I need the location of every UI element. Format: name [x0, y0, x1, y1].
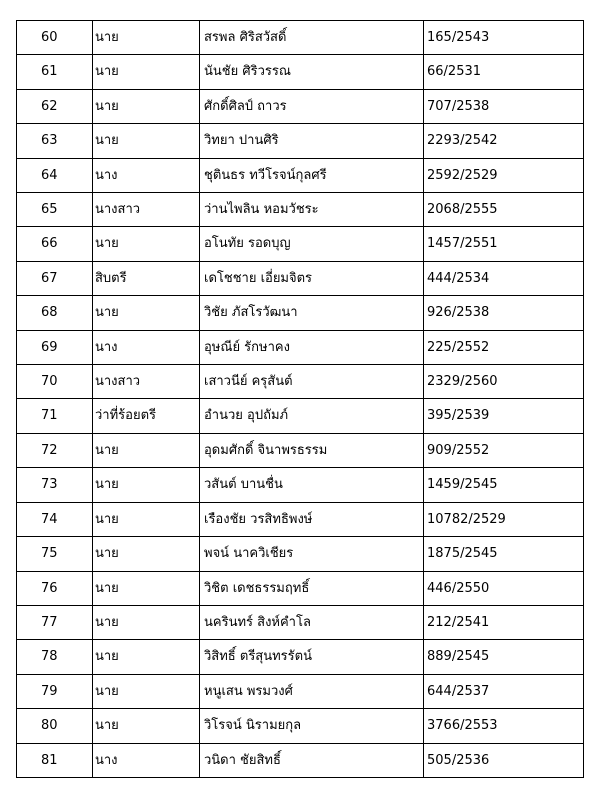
- license-number-cell: 444/2534: [424, 261, 584, 295]
- full-name-cell: นันชัย ศิริวรรณ: [200, 55, 424, 89]
- row-number-cell: 61: [17, 55, 93, 89]
- title-prefix-cell: นาย: [93, 296, 200, 330]
- table-row: [17, 55, 584, 89]
- license-number-cell: 212/2541: [424, 605, 584, 639]
- row-number-cell: 64: [17, 158, 93, 192]
- table-row: [17, 21, 584, 55]
- license-number-cell: 2329/2560: [424, 365, 584, 399]
- full-name-cell: เดโชชาย เอี่ยมจิตร: [200, 261, 424, 295]
- roster-table: [16, 20, 584, 778]
- table-row: [17, 571, 584, 605]
- license-number-cell: 707/2538: [424, 89, 584, 123]
- row-number-cell: 60: [17, 21, 93, 55]
- document-page: [16, 20, 583, 778]
- title-prefix-cell: นาย: [93, 640, 200, 674]
- row-number-cell: 65: [17, 193, 93, 227]
- title-prefix-cell: นาย: [93, 55, 200, 89]
- roster-table-body: [17, 21, 584, 778]
- full-name-cell: วิสิทธิ์ ตรีสุนทรรัตน์: [200, 640, 424, 674]
- full-name-cell: วิชัย ภัสโรวัฒนา: [200, 296, 424, 330]
- row-number-cell: 62: [17, 89, 93, 123]
- table-row: [17, 193, 584, 227]
- table-row: [17, 227, 584, 261]
- license-number-cell: 1459/2545: [424, 468, 584, 502]
- row-number-cell: 75: [17, 537, 93, 571]
- table-row: [17, 468, 584, 502]
- license-number-cell: 2068/2555: [424, 193, 584, 227]
- full-name-cell: หนูเสน พรมวงศ์: [200, 674, 424, 708]
- row-number-cell: 79: [17, 674, 93, 708]
- full-name-cell: ว่านไพลิน หอมวัชระ: [200, 193, 424, 227]
- title-prefix-cell: นาง: [93, 743, 200, 777]
- table-row: [17, 709, 584, 743]
- row-number-cell: 76: [17, 571, 93, 605]
- title-prefix-cell: นาย: [93, 468, 200, 502]
- license-number-cell: 446/2550: [424, 571, 584, 605]
- title-prefix-cell: นาย: [93, 502, 200, 536]
- full-name-cell: อโนทัย รอดบุญ: [200, 227, 424, 261]
- row-number-cell: 67: [17, 261, 93, 295]
- table-row: [17, 399, 584, 433]
- license-number-cell: 66/2531: [424, 55, 584, 89]
- title-prefix-cell: นาย: [93, 433, 200, 467]
- table-row: [17, 640, 584, 674]
- full-name-cell: อำนวย อุปถัมภ์: [200, 399, 424, 433]
- row-number-cell: 63: [17, 124, 93, 158]
- full-name-cell: นครินทร์ สิงห์คำโล: [200, 605, 424, 639]
- title-prefix-cell: นางสาว: [93, 193, 200, 227]
- title-prefix-cell: นาย: [93, 89, 200, 123]
- table-row: [17, 124, 584, 158]
- title-prefix-cell: นาย: [93, 709, 200, 743]
- full-name-cell: วิโรจน์ นิรามยกุล: [200, 709, 424, 743]
- license-number-cell: 3766/2553: [424, 709, 584, 743]
- full-name-cell: เสาวนีย์ ครุสันต์: [200, 365, 424, 399]
- full-name-cell: วิทยา ปานศิริ: [200, 124, 424, 158]
- table-row: [17, 605, 584, 639]
- row-number-cell: 71: [17, 399, 93, 433]
- table-row: [17, 433, 584, 467]
- full-name-cell: อุษณีย์ รักษาคง: [200, 330, 424, 364]
- license-number-cell: 10782/2529: [424, 502, 584, 536]
- license-number-cell: 1875/2545: [424, 537, 584, 571]
- title-prefix-cell: นาย: [93, 571, 200, 605]
- full-name-cell: วสันต์ บานชื่น: [200, 468, 424, 502]
- row-number-cell: 77: [17, 605, 93, 639]
- table-row: [17, 674, 584, 708]
- table-row: [17, 261, 584, 295]
- full-name-cell: สรพล ศิริสวัสดิ์: [200, 21, 424, 55]
- full-name-cell: อุดมศักดิ์ จินาพรธรรม: [200, 433, 424, 467]
- title-prefix-cell: สิบตรี: [93, 261, 200, 295]
- row-number-cell: 80: [17, 709, 93, 743]
- row-number-cell: 66: [17, 227, 93, 261]
- row-number-cell: 81: [17, 743, 93, 777]
- row-number-cell: 74: [17, 502, 93, 536]
- title-prefix-cell: นาย: [93, 537, 200, 571]
- row-number-cell: 72: [17, 433, 93, 467]
- row-number-cell: 69: [17, 330, 93, 364]
- table-row: [17, 89, 584, 123]
- table-row: [17, 502, 584, 536]
- title-prefix-cell: นาง: [93, 330, 200, 364]
- license-number-cell: 165/2543: [424, 21, 584, 55]
- license-number-cell: 644/2537: [424, 674, 584, 708]
- license-number-cell: 926/2538: [424, 296, 584, 330]
- license-number-cell: 225/2552: [424, 330, 584, 364]
- license-number-cell: 909/2552: [424, 433, 584, 467]
- license-number-cell: 505/2536: [424, 743, 584, 777]
- row-number-cell: 70: [17, 365, 93, 399]
- title-prefix-cell: นาย: [93, 674, 200, 708]
- title-prefix-cell: นาง: [93, 158, 200, 192]
- license-number-cell: 1457/2551: [424, 227, 584, 261]
- row-number-cell: 73: [17, 468, 93, 502]
- full-name-cell: วิชิต เดชธรรมฤทธิ์: [200, 571, 424, 605]
- row-number-cell: 78: [17, 640, 93, 674]
- license-number-cell: 2293/2542: [424, 124, 584, 158]
- table-row: [17, 743, 584, 777]
- license-number-cell: 889/2545: [424, 640, 584, 674]
- table-row: [17, 330, 584, 364]
- full-name-cell: เรืองชัย วรสิทธิพงษ์: [200, 502, 424, 536]
- full-name-cell: ศักดิ์ศิลป์ ถาวร: [200, 89, 424, 123]
- table-row: [17, 365, 584, 399]
- table-row: [17, 158, 584, 192]
- title-prefix-cell: นาย: [93, 227, 200, 261]
- row-number-cell: 68: [17, 296, 93, 330]
- table-row: [17, 537, 584, 571]
- title-prefix-cell: ว่าที่ร้อยตรี: [93, 399, 200, 433]
- full-name-cell: พจน์ นาควิเชียร: [200, 537, 424, 571]
- title-prefix-cell: นาย: [93, 124, 200, 158]
- title-prefix-cell: นาย: [93, 21, 200, 55]
- title-prefix-cell: นาย: [93, 605, 200, 639]
- license-number-cell: 2592/2529: [424, 158, 584, 192]
- title-prefix-cell: นางสาว: [93, 365, 200, 399]
- table-row: [17, 296, 584, 330]
- full-name-cell: วนิดา ชัยสิทธิ์: [200, 743, 424, 777]
- full-name-cell: ชุตินธร ทวีโรจน์กุลศรี: [200, 158, 424, 192]
- license-number-cell: 395/2539: [424, 399, 584, 433]
